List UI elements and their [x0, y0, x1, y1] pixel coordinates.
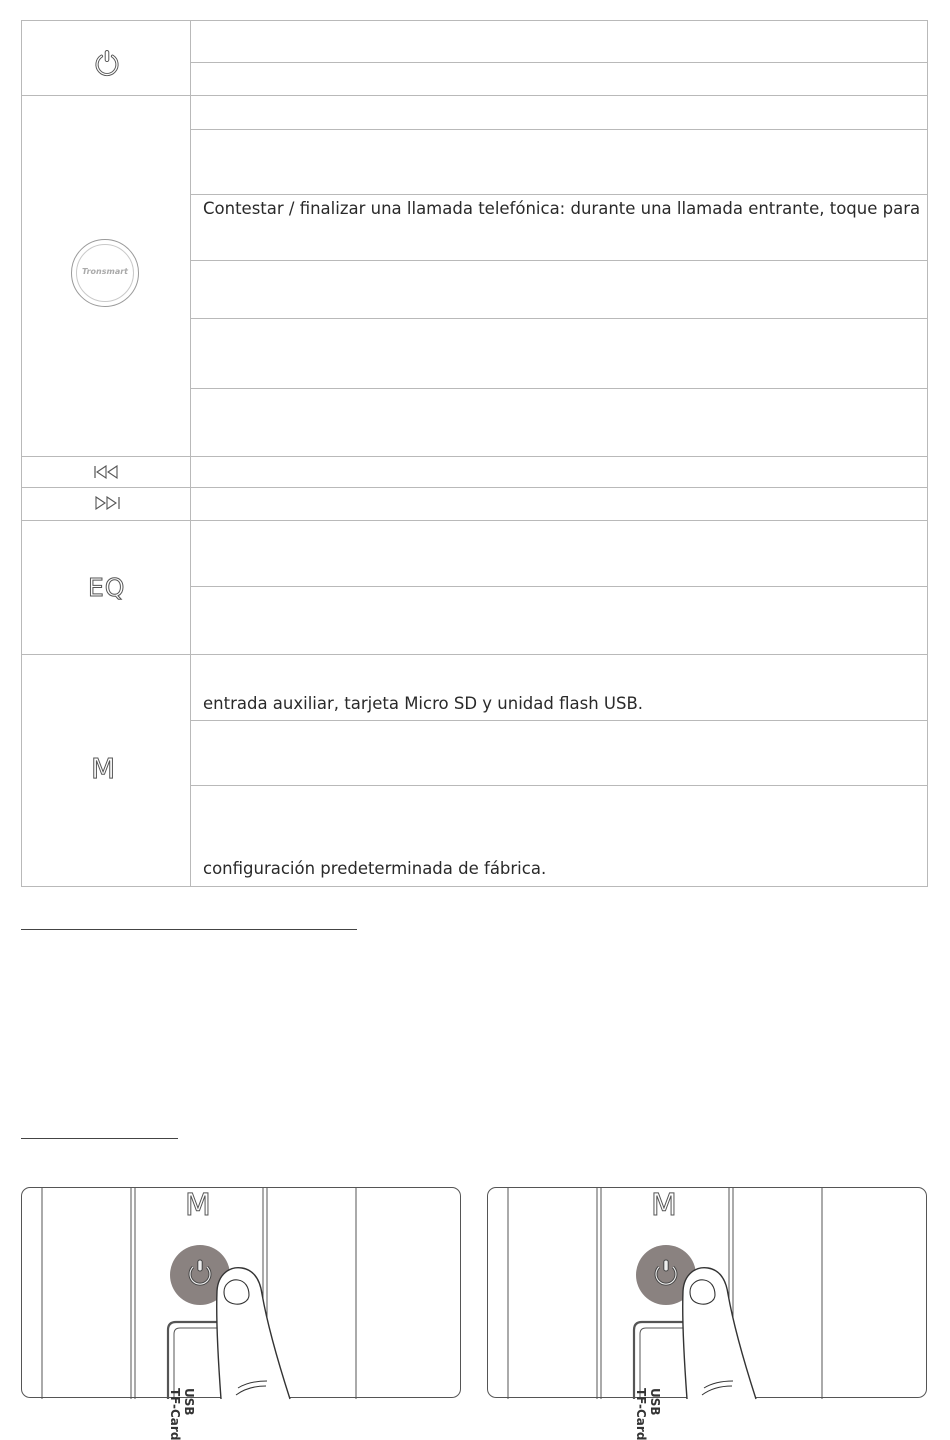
tronsmart-button-icon	[71, 239, 139, 307]
usb-port-label: USB	[182, 1388, 196, 1416]
controls-table	[21, 20, 928, 887]
tronsmart-logo-text: Tronsmart	[82, 267, 128, 276]
row-divider	[21, 487, 928, 488]
cell-divider	[190, 388, 928, 389]
mode-sources-text: entrada auxiliar, tarjeta Micro SD y unidad flash USB.	[203, 694, 644, 713]
mode-label: M	[651, 1188, 677, 1223]
section-underline	[21, 929, 357, 930]
eq-icon: EQ	[88, 573, 126, 602]
tf-card-port-label: TF-Card	[634, 1388, 648, 1440]
cell-divider	[190, 62, 928, 63]
speaker-illustration-left	[21, 1187, 461, 1440]
mode-label: M	[185, 1188, 211, 1223]
next-track-icon	[93, 495, 123, 511]
cell-divider	[190, 586, 928, 587]
row-divider	[21, 654, 928, 655]
speaker-panel-drawing	[22, 1188, 462, 1399]
row-divider	[21, 456, 928, 457]
cell-divider	[190, 318, 928, 319]
tf-card-port-label: TF-Card	[168, 1388, 182, 1440]
section-underline	[21, 1138, 178, 1139]
row-divider	[21, 95, 928, 96]
power-icon	[92, 48, 122, 78]
column-divider	[190, 20, 191, 887]
previous-track-icon	[93, 464, 123, 480]
cell-divider	[190, 260, 928, 261]
cell-divider	[190, 194, 928, 195]
cell-divider	[190, 785, 928, 786]
speaker-illustration-right	[487, 1187, 927, 1440]
cell-divider	[190, 129, 928, 130]
row-divider	[21, 520, 928, 521]
cell-divider	[190, 720, 928, 721]
factory-reset-text: configuración predeterminada de fábrica.	[203, 859, 547, 878]
mode-icon: M	[91, 752, 116, 785]
speaker-panel-drawing	[488, 1188, 928, 1399]
usb-port-label: USB	[648, 1388, 662, 1416]
answer-call-text: Contestar / finalizar una llamada telefónica: durante una llamada entrante, toque para	[203, 199, 921, 218]
